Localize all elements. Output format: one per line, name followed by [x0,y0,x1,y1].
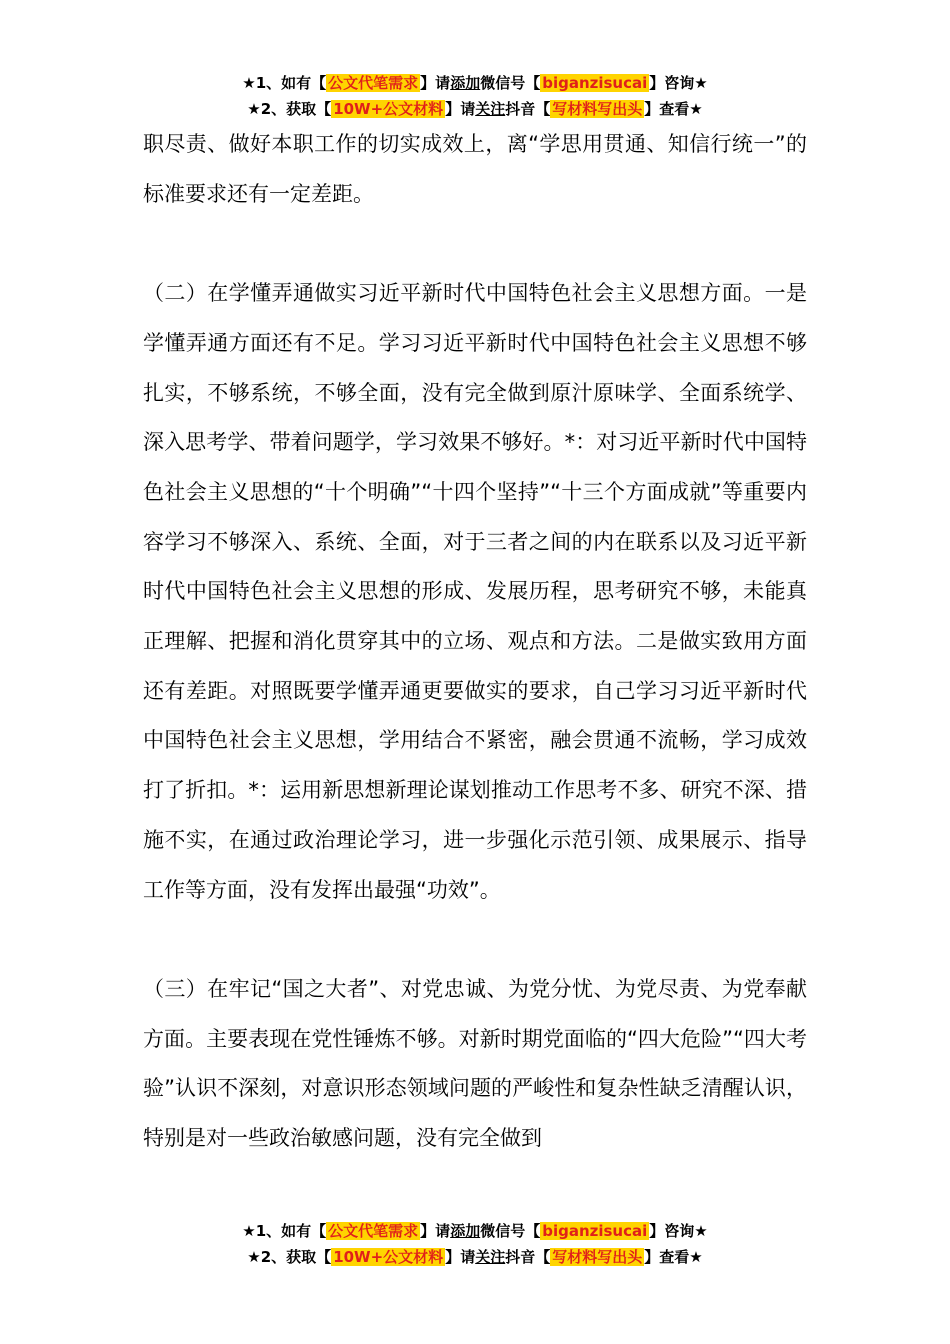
highlight-service: 公文代笔需求 [328,74,419,92]
document-body [143,120,807,1164]
banner-line-1: ★1、如有【 公文代笔需求 】请添加微信号【 biganzisucai 】咨询★ [242,1222,708,1240]
highlight-wechat-id: biganzisucai [542,1222,648,1240]
paragraph-section-two: （二）在学懂弄通做实习近平新时代中国特色社会主义思想方面。一是学懂弄通方面还有不足。学习习近平新时代中国特色社会主义思想不够扎实，不够系统，不够全面，没有完全做到原汁原味学、全面系统学、深入思考学、带着问题学，学习效果不够好。*：对习近平新时代中国特色社会主义思想的“十个明确”“十四个坚持”“十三个方面成就”等重要内容学习不够深入、系统、全面，对于三者之间的内在联系以及习近平新时代中国特色社会主义思想的形成、发展历程，思考研究不够，未能真正理解、把握和消化贯穿其中的立场、观点和方法。二是做实致用方面还有差距。对照既要学懂弄通更要做实的要求，自己学习习近平新时代中国特色社会主义思想，学用结合不紧密，融会贯通不流畅，学习成效打了折扣。*：运用新思想新理论谋划推动工作思考不多、研究不深、措施不实，在通过政治理论学习，进一步强化示范引领、成果展示、指导工作等方面，没有发挥出最强“功效”。 [143,281,807,902]
highlight-wechat-id: biganzisucai [542,74,648,92]
paragraph-section-three: （三）在牢记“国之大者”、对党忠诚、为党分忧、为党尽责、为党奉献方面。主要表现在党性锤炼不够。对新时期党面临的“四大危险”“四大考验”认识不深刻，对意识形态领域问题的严峻性和复杂性缺乏清醒认识，特别是对一些政治敏感问题，没有完全做到 [143,976,807,1151]
highlight-douyin-account: 写材料写出头 [552,100,643,118]
highlight-service: 公文代笔需求 [328,1222,419,1240]
underline-follow: 关注 [475,100,506,118]
header-banner [0,70,950,122]
highlight-materials: 10W+公文材料 [333,100,444,118]
highlight-materials: 10W+公文材料 [333,1248,444,1266]
paragraph-continuation: 职尽责、做好本职工作的切实成效上，离“学思用贯通、知信行统一”的标准要求还有一定差距。 [143,132,807,206]
footer-banner [0,1218,950,1270]
highlight-douyin-account: 写材料写出头 [552,1248,643,1266]
banner-line-2: ★2、获取【 10W+公文材料 】请关注抖音【 写材料写出头 】查看★ [247,1248,703,1266]
underline-add: 添加 [450,74,481,92]
banner-line-2: ★2、获取【 10W+公文材料 】请关注抖音【 写材料写出头 】查看★ [247,100,703,118]
underline-follow: 关注 [475,1248,506,1266]
underline-add: 添加 [450,1222,481,1240]
banner-line-1: ★1、如有【 公文代笔需求 】请添加微信号【 biganzisucai 】咨询★ [242,74,708,92]
